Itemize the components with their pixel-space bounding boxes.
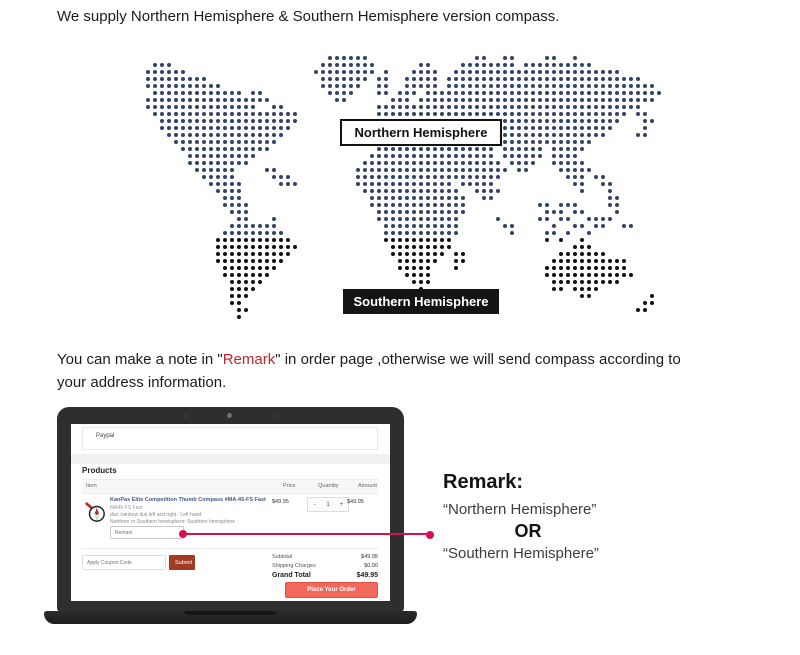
product-amount: $49.95 <box>347 499 364 505</box>
note-text <box>57 348 767 394</box>
quantity-stepper[interactable] <box>307 497 349 512</box>
laptop-mic-dot <box>274 415 276 417</box>
dotted-world-map <box>145 55 670 321</box>
note-remark-highlight: Remark <box>222 351 276 368</box>
page-title: We supply Northern Hemisphere & Southern Hemisphere version compass. <box>57 8 560 25</box>
remark-annotation-title: Remark: <box>443 471 524 493</box>
laptop-base-notch <box>184 611 277 615</box>
payment-method-label: Paypal <box>96 433 115 439</box>
map-label-southern-hemisphere: Southern Hemisphere <box>343 289 499 314</box>
laptop-mic-dot <box>185 415 187 417</box>
summary-shipping: Shipping Charges $0.00 <box>272 563 378 569</box>
laptop-bezel <box>57 407 404 612</box>
map-label-northern-hemisphere: Northern Hemisphere <box>340 119 502 146</box>
remark-annotation <box>443 471 639 565</box>
product-sku: MA45-FS Fast <box>110 505 143 511</box>
order-summary <box>272 553 378 581</box>
summary-subtotal: Subtotal $49.95 <box>272 554 378 560</box>
remark-connector-line <box>183 533 430 535</box>
remark-or-label: OR <box>514 521 542 541</box>
note-line2: your address information. <box>57 374 227 391</box>
remark-option-south: “Southern Hemisphere” <box>443 545 599 562</box>
checkout-screen <box>71 424 390 601</box>
compass-product-icon <box>84 501 106 523</box>
qty-plus-button[interactable]: + <box>339 501 344 508</box>
product-name-link[interactable]: KanPas Elite Competition Thumb Compass #MA-45-FS Fast <box>110 497 266 503</box>
col-price: Price <box>283 483 296 489</box>
product-option-hemisphere: Northern or Southern hemisphere: Southern hemisphere <box>110 519 236 525</box>
remark-option-north: “Northern Hemisphere” <box>443 501 597 518</box>
product-price: $49.95 <box>272 499 289 505</box>
col-amount: Amount <box>358 483 377 489</box>
remark-input[interactable] <box>110 526 184 539</box>
col-quantity: Quantity <box>318 483 339 489</box>
payment-method-box[interactable] <box>82 427 378 450</box>
note-prefix: You can make a note in " <box>57 351 223 368</box>
col-item: Item <box>86 483 97 489</box>
products-heading: Products <box>82 466 117 475</box>
note-suffix: " in order page ,otherwise we will send compass according to <box>275 351 681 368</box>
connector-dot-left <box>179 530 187 538</box>
section-divider-band <box>71 454 390 464</box>
products-table-header <box>82 479 378 494</box>
qty-value: 1 <box>326 501 330 508</box>
coupon-submit-button[interactable]: Submit <box>169 555 195 570</box>
coupon-code-input[interactable] <box>82 555 166 570</box>
qty-minus-button[interactable]: - <box>313 501 316 508</box>
product-option-dial: dial: rainbow dial left and right : Left hand <box>110 512 202 518</box>
divider <box>82 548 378 549</box>
summary-grand-total: Grand Total $49.95 <box>272 572 378 579</box>
connector-dot-right <box>426 531 434 539</box>
laptop-webcam <box>227 413 232 418</box>
place-order-button[interactable]: Place Your Order <box>285 582 378 598</box>
laptop-base <box>44 611 417 624</box>
